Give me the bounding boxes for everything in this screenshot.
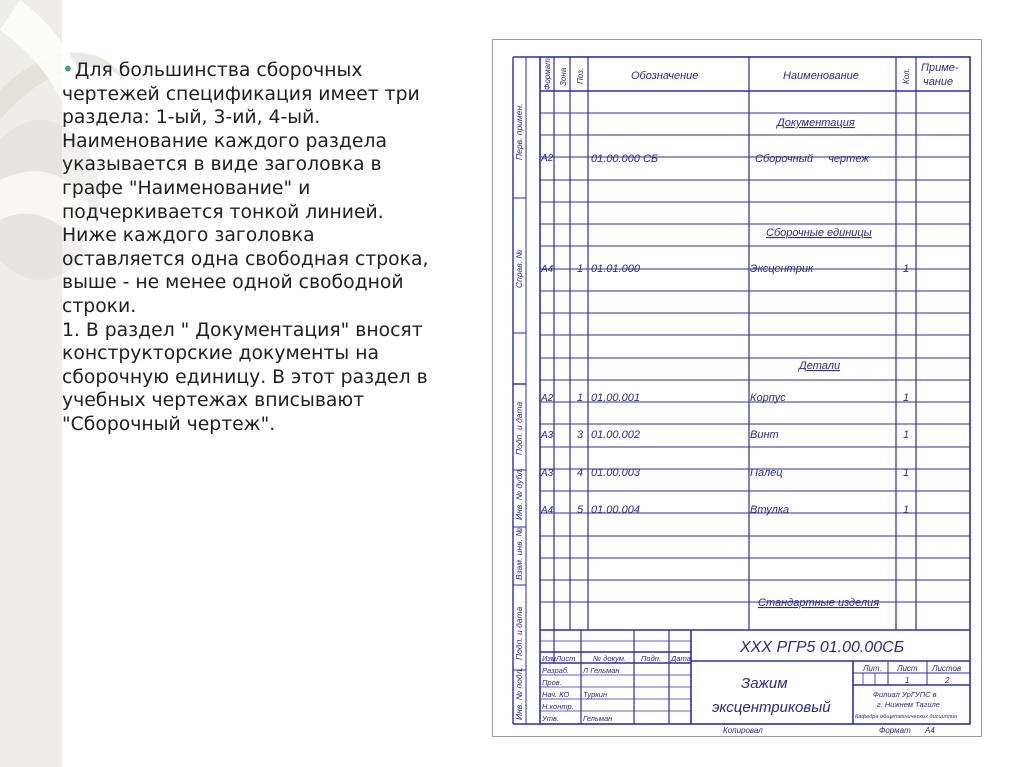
col-data: Дата [671, 654, 691, 663]
row-qty: 1 [903, 467, 910, 479]
section-assembly-units: Сборочные единицы [766, 227, 872, 239]
text-line-9: оставляется одна свободная строка, [62, 248, 429, 270]
row-name: Корпус [750, 392, 786, 404]
body-text [62, 58, 482, 437]
row-qty: 1 [903, 504, 910, 516]
row-designation: 01.00.004 [591, 504, 640, 516]
nach-label: Нач. КО [542, 690, 570, 699]
utv-name: Гельман [583, 714, 613, 723]
row-format: А3 [541, 468, 554, 479]
row-name: Втулка [750, 504, 790, 516]
razrab-label: Разраб. [542, 666, 570, 675]
row-designation: 01.01.000 [591, 263, 640, 275]
lit-label: Лит. [863, 664, 882, 673]
format-value: А4 [925, 726, 935, 735]
text-line-15: учебных чертежах вписывают [62, 390, 365, 412]
text-line-10: выше - не менее одной свободной [62, 272, 404, 294]
side-label-podp-data-1: Подп. и дата [514, 401, 524, 455]
org-line-1: Филиал УрГУПС в [873, 690, 937, 699]
side-label-podp-data-2: Подп. и дата [514, 606, 524, 660]
row-format: А4 [541, 505, 554, 516]
listov-value: 2 [945, 676, 950, 685]
col-ndoc: № докум. [593, 654, 627, 663]
text-line-5: указывается в виде заголовка в [62, 154, 382, 176]
side-label-inv-dubl: Инв. № дубл. [514, 467, 524, 520]
text-line-8: Ниже каждого заголовка [62, 225, 315, 247]
row-pos: 1 [577, 392, 584, 404]
bullet: • [62, 57, 74, 81]
text-line-2: чертежей спецификация имеет три [62, 83, 420, 105]
nach-name: Туркин [583, 690, 608, 699]
row-designation: 01.00.002 [591, 429, 640, 441]
section-details: Детали [799, 360, 841, 372]
org-line-2: г. Нижнем Тагиле [877, 700, 940, 709]
side-label-sprav: Справ. № [514, 249, 524, 288]
spec-row [540, 504, 909, 516]
text-line-3: раздела: 1-ый, 3-ий, 4-ый. [62, 107, 321, 129]
header-note-1: Приме- [921, 62, 959, 74]
prov-label: Пров. [542, 678, 562, 687]
razrab-name: Л Гельман [583, 666, 620, 675]
text-line-7: подчеркивается тонкой линией. [62, 201, 384, 223]
list-value: 1 [905, 676, 910, 685]
row-format: А2 [541, 153, 554, 164]
nkontr-label: Н.контр. [542, 702, 574, 711]
list-label: Лист [897, 664, 918, 673]
header-pos: Поз. [576, 67, 585, 84]
row-designation: 01.00.001 [591, 392, 640, 404]
doc-code: ХХХ РГР5 01.00.00СБ [740, 639, 905, 656]
specification-drawing [493, 40, 981, 736]
row-pos: 1 [577, 263, 584, 275]
section-documentation: Документация [777, 117, 855, 129]
col-list: Лист [556, 654, 576, 663]
title-line-1: Зажим [741, 675, 788, 692]
row-format: А3 [541, 430, 554, 441]
spec-row [540, 429, 909, 441]
row-name: Эксцентрик [750, 263, 814, 275]
header-qty: Кол. [902, 68, 911, 84]
row-name: Сборочный чертеж [755, 153, 869, 165]
header-zone: Зона [559, 67, 568, 86]
format-label: Формат [879, 726, 911, 735]
row-designation: 01.00.003 [591, 467, 640, 479]
col-podp: Подп. [641, 654, 661, 663]
specification-sheet [493, 40, 981, 736]
org-line-3: Кафедра общетехнических дисциплин [855, 714, 958, 720]
utv-label: Утв. [542, 714, 560, 723]
row-qty: 1 [903, 263, 910, 275]
row-format: А4 [541, 264, 554, 275]
row-qty: 1 [903, 429, 910, 441]
text-line-4: Наименование каждого раздела [62, 130, 387, 152]
side-label-vzam-inv: Взам. инв. № [514, 527, 524, 580]
row-designation: 01.00.000 СБ [591, 153, 659, 165]
header-name: Наименование [783, 70, 859, 82]
text-line-14: сборочную единицу. В этот раздел в [62, 366, 428, 388]
text-line-1: •Для большинства сборочных [62, 57, 363, 81]
title-line-2: эксцентриковый [712, 699, 831, 716]
header-format: Формат [543, 58, 552, 90]
header-designation: Обозначение [631, 70, 699, 82]
row-pos: 3 [577, 429, 584, 441]
row-name: Палец [750, 467, 783, 479]
listov-label: Листов [932, 664, 962, 673]
text-line-6: графе "Наименование" и [62, 177, 311, 199]
row-pos: 5 [577, 504, 584, 516]
header-note-2: чание [923, 76, 954, 88]
row-pos: 4 [577, 467, 584, 479]
spec-row [540, 153, 869, 165]
row-qty: 1 [903, 392, 910, 404]
text-line-11: строки. [62, 295, 137, 317]
col-izm: Изм. [542, 654, 558, 663]
text-line-13: конструкторские документы на [62, 343, 379, 365]
row-format: А2 [541, 393, 554, 404]
row-name: Винт [750, 429, 779, 441]
kopiroval-label: Копировал [723, 726, 763, 735]
text-line-16: "Сборочный чертеж". [62, 413, 276, 435]
section-standard: Стандартные изделия [758, 597, 880, 609]
side-label-inv-podl: Инв. № подл. [514, 667, 524, 720]
text-line-12: 1. В раздел " Документация" вносят [62, 319, 423, 341]
side-label-perv-primen: Перв. примен. [514, 103, 524, 160]
